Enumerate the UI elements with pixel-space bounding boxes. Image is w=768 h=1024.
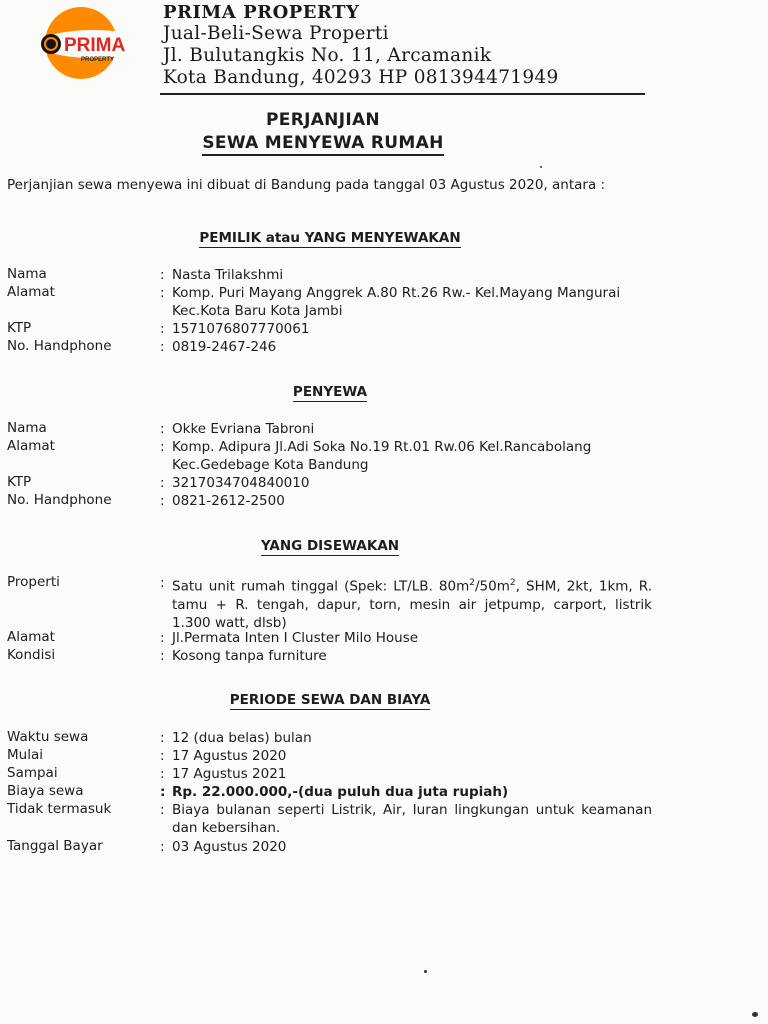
colon: : [160,748,165,764]
owner-name: Nasta Trilakshmi [172,267,284,283]
scan-speck [424,970,427,973]
doc-title-line1: PERJANJIAN [266,110,380,130]
tenant-address-line1: Komp. Adipura Jl.Adi Soka No.19 Rt.01 Rw.06 Kel.Rancabolang [172,439,592,455]
tenant-heading-text: PENYEWA [292,384,368,400]
owner-ktp-label: KTP [7,320,32,336]
prima-property-logo [31,6,157,80]
property-value [160,574,652,632]
company-city-phone: Kota Bandung, 40293 HP 081394471949 [163,67,559,88]
owner-ktp: 1571076807770061 [172,321,310,337]
pay-date-label: Tanggal Bayar [7,838,103,854]
company-tagline: Jual-Beli-Sewa Properti [163,23,389,44]
tenant-phone-label: No. Handphone [7,492,112,508]
intro-paragraph: Perjanjian sewa menyewa ini dibuat di Bandung pada tanggal 03 Agustus 2020, antara : [7,177,606,193]
condition-label: Kondisi [7,647,56,663]
end-date: 17 Agustus 2021 [172,766,287,782]
letterhead-divider [160,93,645,95]
tenant-name-value [160,420,314,438]
owner-address-line1: Komp. Puri Mayang Anggrek A.80 Rt.26 Rw.- Kel.Mayang Mangurai [172,285,621,301]
colon: : [160,839,165,855]
colon: : [160,439,165,455]
scan-speck [752,1012,758,1017]
company-name: PRIMA PROPERTY [163,2,360,23]
colon: : [160,475,165,491]
owner-name-label: Nama [7,266,47,282]
tenant-phone: 0821-2612-2500 [172,493,285,509]
tenant-address-line2: Kec.Gedebage Kota Bandung [172,457,369,473]
owner-heading-text: PEMILIK atau YANG MENYEWAKAN [199,230,461,246]
letterhead [163,2,559,89]
rented-heading-text: YANG DISEWAKAN [260,538,400,554]
rented-address-label: Alamat [7,629,55,645]
excluded-costs: Biaya bulanan seperti Listrik, Air, Iuran lingkungan untuk keamanan dan kebersihan. [172,802,652,836]
colon: : [160,784,166,800]
doc-title-line2 [0,133,646,153]
tenant-name: Okke Evriana Tabroni [172,421,315,437]
start-label: Mulai [7,747,43,763]
owner-address-label: Alamat [7,284,55,300]
property-superscript: 2 [509,578,516,588]
colon: : [160,648,165,664]
company-address: Jl. Bulutangkis No. 11, Arcamanik [163,45,492,66]
pay-date-value [160,838,286,856]
excluded-value [160,801,652,837]
owner-phone-value [160,338,276,356]
property-desc-part1: Satu unit rumah tinggal (Spek: LT/LB. 80m [172,578,470,595]
cost-value [160,783,508,801]
colon: : [160,339,165,355]
start-value [160,747,286,765]
owner-ktp-value [160,320,309,338]
logo-wordmark: PRIMA [64,35,126,56]
period-heading [0,692,660,708]
tenant-phone-value [160,492,285,510]
tenant-name-label: Nama [7,420,47,436]
scan-speck [540,166,542,168]
colon: : [160,421,165,437]
owner-address-line2: Kec.Kota Baru Kota Jambi [172,303,343,319]
start-date: 17 Agustus 2020 [172,748,287,764]
logo-subtext: PROPERTY [81,57,115,63]
colon: : [160,285,165,301]
duration-label: Waktu sewa [7,729,89,745]
colon: : [160,766,165,782]
tenant-address-label: Alamat [7,438,55,454]
owner-name-value [160,266,283,284]
colon: : [160,575,165,591]
tenant-ktp-label: KTP [7,474,32,490]
end-label: Sampai [7,765,58,781]
cost-label: Biaya sewa [7,783,84,799]
colon: : [160,730,165,746]
owner-phone: 0819-2467-246 [172,339,277,355]
property-description [172,574,652,632]
property-desc-part3: , SHM, 2kt, 1km, R. tamu + R. tengah, dapur, torn, mesin air jetpump, carport, listrik 1.300 watt, dlsb) [172,578,652,631]
duration: 12 (dua belas) bulan [172,730,312,746]
rented-address: Jl.Permata Inten I Cluster Milo House [172,630,419,646]
condition-value [160,647,327,665]
colon: : [160,493,165,509]
colon: : [160,267,165,283]
rented-heading [0,538,660,554]
property-superscript: 2 [469,578,475,588]
tenant-address-value [160,438,591,474]
doc-title-line2-text: SEWA MENYEWA RUMAH [202,133,443,156]
property-desc-part2: /50m [474,578,510,595]
duration-value [160,729,312,747]
owner-heading [0,230,660,246]
rented-address-value [160,629,418,647]
tenant-ktp-value [160,474,309,492]
condition: Kosong tanpa furniture [172,648,327,664]
tenant-ktp: 3217034704840010 [172,475,310,491]
pay-date: 03 Agustus 2020 [172,839,287,855]
colon: : [160,321,165,337]
colon: : [160,802,165,818]
owner-address-value [160,284,620,320]
excluded-label: Tidak termasuk [7,801,112,817]
rental-cost: Rp. 22.000.000,-(dua puluh dua juta rupiah) [172,784,509,800]
logo-dot-core [46,39,56,49]
end-value [160,765,286,783]
colon: : [160,630,165,646]
period-heading-text: PERIODE SEWA DAN BIAYA [229,692,431,708]
tenant-heading [0,384,660,400]
owner-phone-label: No. Handphone [7,338,112,354]
property-label: Properti [7,574,60,590]
